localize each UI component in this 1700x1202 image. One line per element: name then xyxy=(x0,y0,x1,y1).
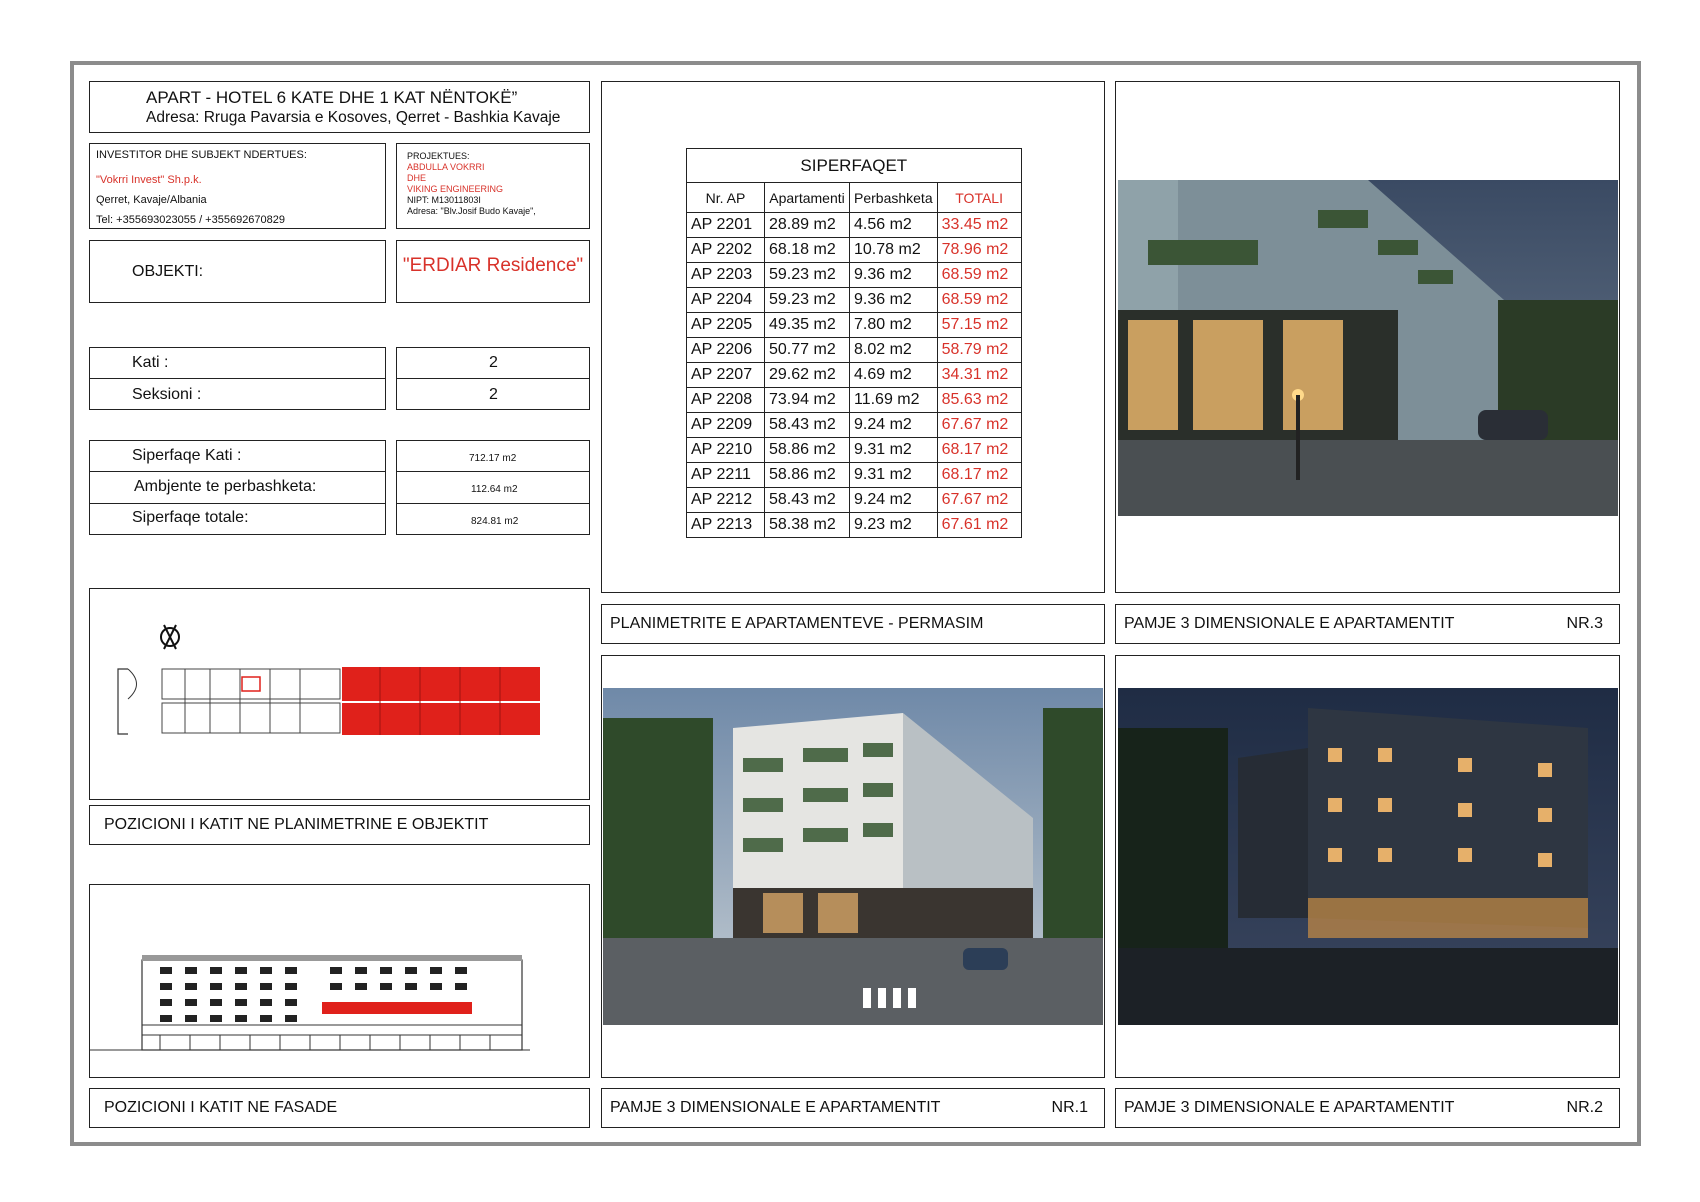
area-ambjente-label: Ambjente te perbashketa: xyxy=(134,478,317,495)
cell-perbashketa: 9.24 m2 xyxy=(850,488,938,513)
render-image-2 xyxy=(1118,688,1618,1025)
cell-nr-ap: AP 2207 xyxy=(687,363,765,388)
cell-apartamenti: 50.77 m2 xyxy=(765,338,850,363)
caption-pamje-1-nr: NR.1 xyxy=(1051,1099,1088,1116)
facade-panel xyxy=(89,884,590,1078)
cell-nr-ap: AP 2212 xyxy=(687,488,765,513)
cell-apartamenti: 49.35 m2 xyxy=(765,313,850,338)
caption-pamje-3-nr: NR.3 xyxy=(1566,615,1603,632)
cell-nr-ap: AP 2203 xyxy=(687,263,765,288)
render-image-3 xyxy=(1118,180,1618,516)
caption-pozicioni-plan xyxy=(89,805,590,845)
cell-nr-ap: AP 2211 xyxy=(687,463,765,488)
project-address: Adresa: Rruga Pavarsia e Kosoves, Qerret - Bashkia Kavaje xyxy=(146,109,561,126)
cell-nr-ap: AP 2205 xyxy=(687,313,765,338)
cell-totali: 78.96 m2 xyxy=(937,238,1021,263)
cell-apartamenti: 58.38 m2 xyxy=(765,513,850,538)
object-name: "ERDIAR Residence" xyxy=(402,254,584,276)
cell-perbashketa: 9.31 m2 xyxy=(850,463,938,488)
cell-nr-ap: AP 2210 xyxy=(687,438,765,463)
col-header-perbashketa: Perbashketa xyxy=(850,183,938,213)
render-image-1 xyxy=(603,688,1103,1025)
plan-position-panel xyxy=(89,588,590,800)
area-kati-value: 712.17 m2 xyxy=(469,453,517,464)
cell-totali: 57.15 m2 xyxy=(937,313,1021,338)
floor-label-box xyxy=(89,347,386,410)
table-row xyxy=(687,263,1022,288)
table-row xyxy=(687,213,1022,238)
cell-nr-ap: AP 2201 xyxy=(687,213,765,238)
designer-nipt: NIPT: M13011803I xyxy=(407,195,481,205)
cell-perbashketa: 4.56 m2 xyxy=(850,213,938,238)
caption-pozicioni-fasade-text: POZICIONI I KATIT NE FASADE xyxy=(104,1099,338,1116)
cell-totali: 58.79 m2 xyxy=(937,338,1021,363)
cell-apartamenti: 58.43 m2 xyxy=(765,413,850,438)
caption-pamje-2 xyxy=(1115,1088,1620,1128)
project-title: APART - HOTEL 6 KATE DHE 1 KAT NËNTOKË” xyxy=(146,88,518,107)
areas-value-box xyxy=(396,440,590,535)
designer-label: PROJEKTUES: xyxy=(407,151,470,161)
caption-pamje-2-nr: NR.2 xyxy=(1566,1099,1603,1116)
cell-apartamenti: 58.43 m2 xyxy=(765,488,850,513)
cell-apartamenti: 58.86 m2 xyxy=(765,463,850,488)
seksioni-label: Seksioni : xyxy=(132,386,202,403)
table-row xyxy=(687,338,1022,363)
caption-pozicioni-plan-text: POZICIONI I KATIT NE PLANIMETRINE E OBJEKTIT xyxy=(104,816,489,833)
designer-line3: VIKING ENGINEERING xyxy=(407,184,504,194)
cell-nr-ap: AP 2208 xyxy=(687,388,765,413)
cell-perbashketa: 8.02 m2 xyxy=(850,338,938,363)
cell-totali: 67.61 m2 xyxy=(937,513,1021,538)
caption-pozicioni-fasade xyxy=(89,1088,590,1128)
caption-pamje-3-text: PAMJE 3 DIMENSIONALE E APARTAMENTIT xyxy=(1124,615,1455,632)
area-totale-value: 824.81 m2 xyxy=(471,516,519,527)
investor-location: Qerret, Kavaje/Albania xyxy=(96,194,207,206)
cell-totali: 34.31 m2 xyxy=(937,363,1021,388)
table-row xyxy=(687,438,1022,463)
cell-totali: 67.67 m2 xyxy=(937,413,1021,438)
col-header-totali: TOTALI xyxy=(937,183,1021,213)
cell-perbashketa: 4.69 m2 xyxy=(850,363,938,388)
kati-value: 2 xyxy=(489,354,498,371)
cell-perbashketa: 7.80 m2 xyxy=(850,313,938,338)
table-row xyxy=(687,463,1022,488)
designer-line2: DHE xyxy=(407,173,427,183)
caption-planimetrite xyxy=(601,604,1105,644)
caption-pamje-1 xyxy=(601,1088,1105,1128)
cell-nr-ap: AP 2206 xyxy=(687,338,765,363)
cell-perbashketa: 10.78 m2 xyxy=(850,238,938,263)
caption-planimetrite-text: PLANIMETRITE E APARTAMENTEVE - PERMASIM xyxy=(610,615,984,632)
cell-perbashketa: 9.36 m2 xyxy=(850,263,938,288)
investor-name: "Vokrri Invest" Sh.p.k. xyxy=(96,174,202,186)
caption-pamje-3 xyxy=(1115,604,1620,644)
object-label: OBJEKTI: xyxy=(132,263,204,280)
cell-perbashketa: 9.24 m2 xyxy=(850,413,938,438)
seksioni-value: 2 xyxy=(489,386,498,403)
cell-apartamenti: 59.23 m2 xyxy=(765,263,850,288)
col-header-apartamenti: Apartamenti xyxy=(765,183,850,213)
title-block xyxy=(89,81,590,133)
cell-perbashketa: 9.36 m2 xyxy=(850,288,938,313)
cell-totali: 33.45 m2 xyxy=(937,213,1021,238)
designer-block xyxy=(396,143,590,229)
table-row xyxy=(687,238,1022,263)
area-totale-label: Siperfaqe totale: xyxy=(132,509,249,526)
floor-plan-drawing xyxy=(90,589,588,798)
table-row xyxy=(687,313,1022,338)
cell-perbashketa: 9.23 m2 xyxy=(850,513,938,538)
cell-totali: 68.59 m2 xyxy=(937,263,1021,288)
cell-totali: 67.67 m2 xyxy=(937,488,1021,513)
designer-address: Adresa: "Blv.Josif Budo Kavaje", xyxy=(407,206,536,216)
caption-pamje-1-text: PAMJE 3 DIMENSIONALE E APARTAMENTIT xyxy=(610,1099,941,1116)
cell-nr-ap: AP 2209 xyxy=(687,413,765,438)
facade-drawing xyxy=(90,885,588,1076)
investor-label: INVESTITOR DHE SUBJEKT NDERTUES: xyxy=(96,149,307,161)
table-row xyxy=(687,488,1022,513)
cell-nr-ap: AP 2213 xyxy=(687,513,765,538)
cell-totali: 68.59 m2 xyxy=(937,288,1021,313)
cell-nr-ap: AP 2204 xyxy=(687,288,765,313)
area-kati-label: Siperfaqe Kati : xyxy=(132,447,242,464)
investor-phone: Tel: +355693023055 / +355692670829 xyxy=(96,214,286,226)
caption-pamje-2-text: PAMJE 3 DIMENSIONALE E APARTAMENTIT xyxy=(1124,1099,1455,1116)
cell-perbashketa: 9.31 m2 xyxy=(850,438,938,463)
object-label-box xyxy=(89,240,386,303)
table-title: SIPERFAQET xyxy=(687,149,1022,183)
table-row xyxy=(687,388,1022,413)
cell-apartamenti: 68.18 m2 xyxy=(765,238,850,263)
cell-apartamenti: 59.23 m2 xyxy=(765,288,850,313)
kati-label: Kati : xyxy=(132,354,169,371)
investor-block xyxy=(89,143,386,229)
designer-line1: ABDULLA VOKRRI xyxy=(407,162,485,172)
areas-label-box xyxy=(89,440,386,535)
table-row xyxy=(687,288,1022,313)
table-row xyxy=(687,513,1022,538)
cell-apartamenti: 28.89 m2 xyxy=(765,213,850,238)
object-name-box xyxy=(396,240,590,303)
area-ambjente-value: 112.64 m2 xyxy=(471,484,518,495)
cell-apartamenti: 58.86 m2 xyxy=(765,438,850,463)
table-row xyxy=(687,363,1022,388)
floor-value-box xyxy=(396,347,590,410)
north-arrow-icon xyxy=(161,625,179,649)
cell-nr-ap: AP 2202 xyxy=(687,238,765,263)
cell-totali: 68.17 m2 xyxy=(937,463,1021,488)
cell-totali: 68.17 m2 xyxy=(937,438,1021,463)
cell-apartamenti: 29.62 m2 xyxy=(765,363,850,388)
cell-totali: 85.63 m2 xyxy=(937,388,1021,413)
table-row xyxy=(687,413,1022,438)
siperfaqet-table xyxy=(686,148,1022,538)
col-header-nr: Nr. AP xyxy=(687,183,765,213)
cell-perbashketa: 11.69 m2 xyxy=(850,388,938,413)
cell-apartamenti: 73.94 m2 xyxy=(765,388,850,413)
